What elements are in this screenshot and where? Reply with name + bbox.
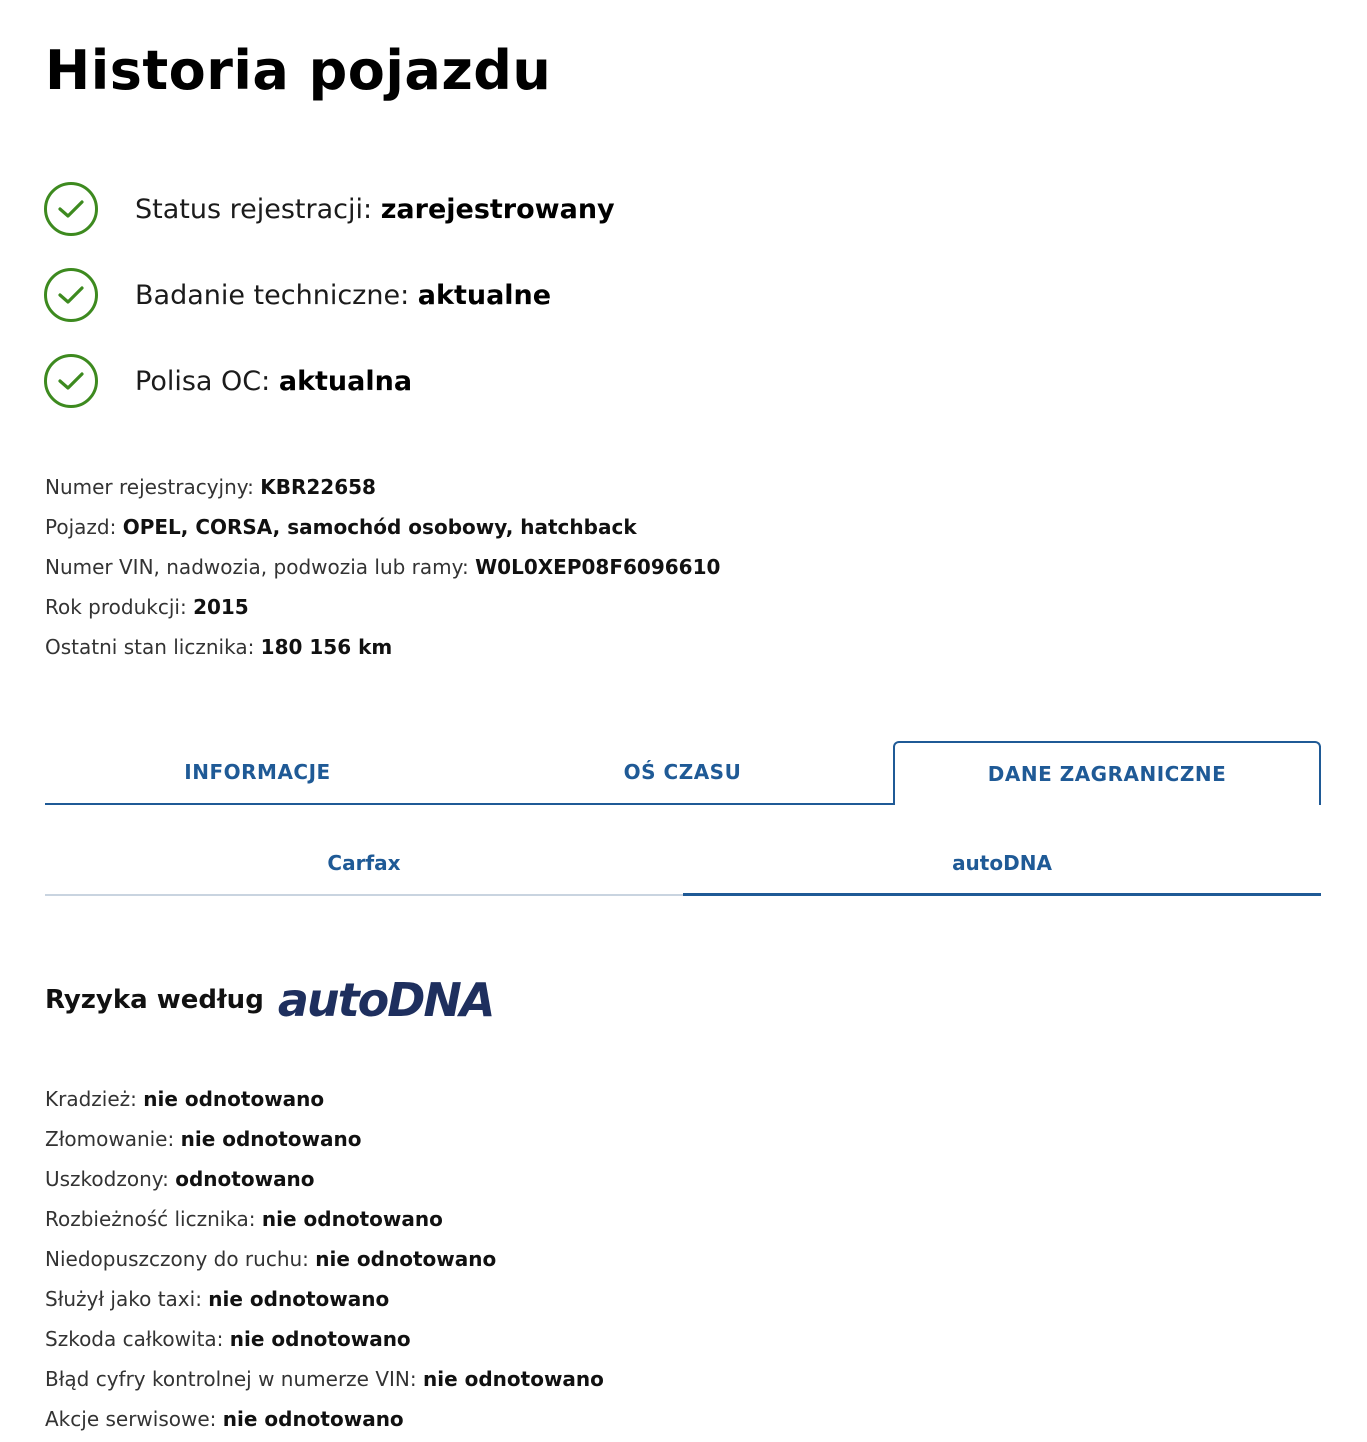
page-title: Historia pojazdu [45, 39, 552, 102]
autodna-logo: autoDNA [277, 973, 494, 1027]
tab-dane-zagraniczne[interactable]: DANE ZAGRANICZNE [893, 741, 1321, 805]
risk-damaged: Uszkodzony: odnotowano [45, 1167, 315, 1191]
risk-taxi: Służył jako taxi: nie odnotowano [45, 1287, 390, 1311]
risk-odometer-discrepancy: Rozbieżność licznika: nie odnotowano [45, 1207, 443, 1231]
risk-heading [45, 968, 493, 1032]
risk-vin-check-digit: Błąd cyfry kontrolnej w numerze VIN: nie odnotowano [45, 1367, 604, 1391]
subtab-carfax-underline [45, 894, 683, 896]
risk-service-campaigns: Akcje serwisowe: nie odnotowano [45, 1407, 404, 1431]
risk-theft: Kradzież: nie odnotowano [45, 1087, 325, 1111]
vehicle-info-list [45, 470, 720, 670]
status-insurance [44, 351, 412, 411]
risk-list [45, 1082, 604, 1442]
risk-heading-text: Ryzyka według [45, 985, 264, 1015]
status-inspection-text: Badanie techniczne: aktualne [135, 279, 552, 311]
subtab-autodna-underline [683, 893, 1321, 896]
check-circle-icon [44, 354, 98, 408]
info-registration-number: Numer rejestracyjny: KBR22658 [45, 475, 376, 499]
status-registration-text: Status rejestracji: zarejestrowany [135, 193, 615, 225]
subtab-carfax[interactable]: Carfax [327, 851, 401, 875]
info-production-year: Rok produkcji: 2015 [45, 595, 249, 619]
check-circle-icon [44, 182, 98, 236]
info-vin: Numer VIN, nadwozia, podwozia lub ramy: W0L0XEP08F6096610 [45, 555, 721, 579]
info-odometer: Ostatni stan licznika: 180 156 km [45, 635, 393, 659]
subtab-autodna[interactable]: autoDNA [952, 851, 1052, 875]
tabs-baseline [45, 803, 895, 805]
status-inspection [44, 265, 551, 325]
status-insurance-text: Polisa OC: aktualna [135, 365, 413, 397]
check-circle-icon [44, 268, 98, 322]
risk-total-loss: Szkoda całkowita: nie odnotowano [45, 1327, 411, 1351]
source-subtabs [45, 834, 1321, 896]
tab-os-czasu[interactable]: OŚ CZASU [623, 760, 742, 784]
info-vehicle: Pojazd: OPEL, CORSA, samochód osobowy, hatchback [45, 515, 637, 539]
tab-informacje[interactable]: INFORMACJE [184, 760, 331, 784]
risk-scrapped: Złomowanie: nie odnotowano [45, 1127, 362, 1151]
main-tabs [45, 741, 1321, 805]
risk-not-roadworthy: Niedopuszczony do ruchu: nie odnotowano [45, 1247, 497, 1271]
status-registration [44, 179, 615, 239]
